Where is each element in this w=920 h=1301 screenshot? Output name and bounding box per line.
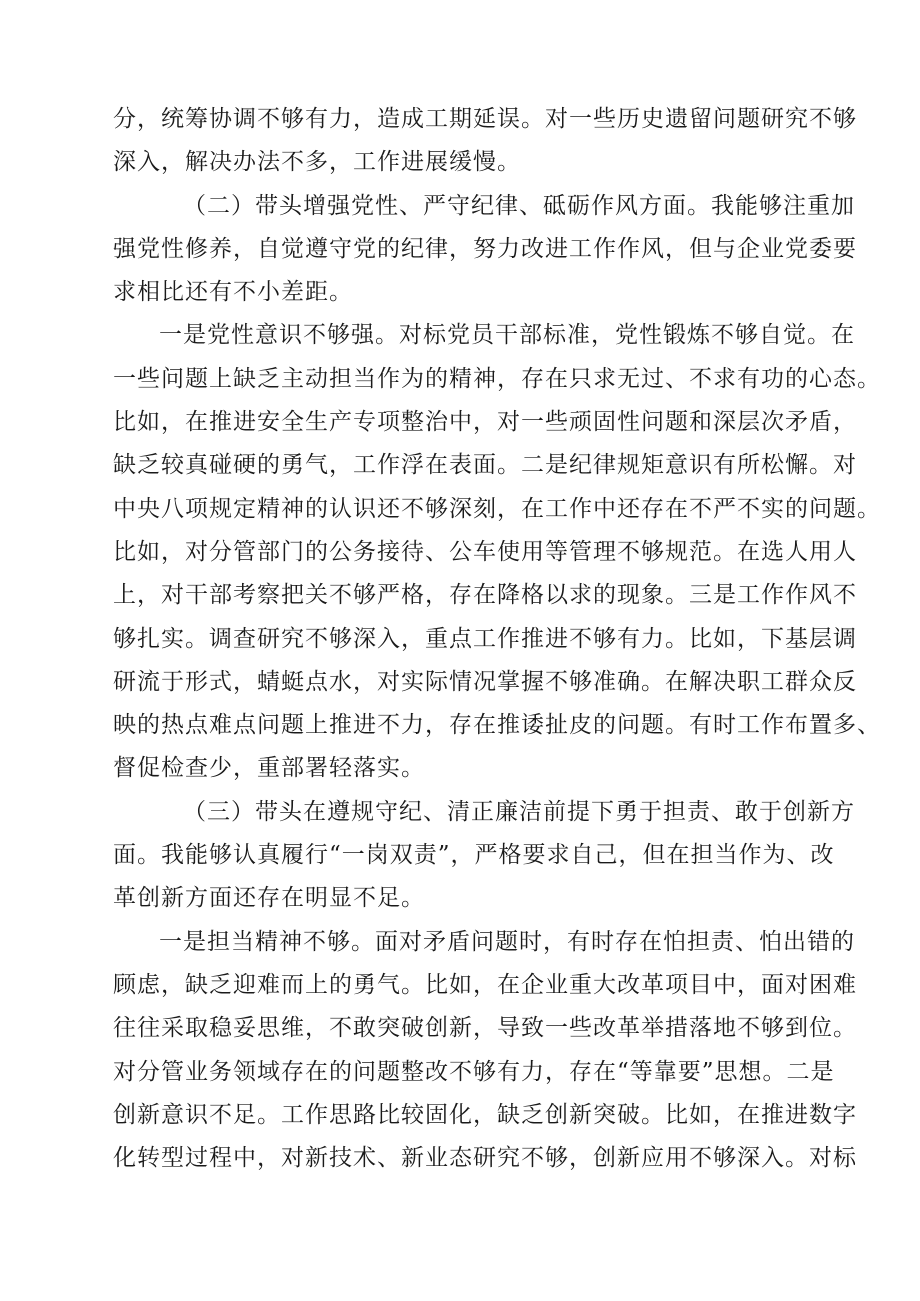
text-line: 映的热点难点问题上推进不力，存在推诿扯皮的问题。有时工作布置多、 [113,712,881,739]
text-line: 创新意识不足。工作思路比较固化，缺乏创新突破。比如，在推进数字 [113,1101,857,1128]
paragraph-first-line: 一是党性意识不够强。对标党员干部标准，党性锻炼不够自觉。在 [159,322,855,349]
section-heading-line: （三）带头在遵规守纪、清正廉洁前提下勇于担责、敢于创新方 [183,798,855,825]
text-line: 面。我能够认真履行“一岗双责”，严格要求自己，但在担当作为、改 [113,842,835,869]
document-body [113,98,881,1180]
text-line: 研流于形式，蜻蜓点水，对实际情况掌握不够准确。在解决职工群众反 [113,668,857,695]
text-line: 求相比还有不小差距。 [113,279,353,306]
text-line: 缺乏较真碰硬的勇气，工作浮在表面。二是纪律规矩意识有所松懈。对 [113,452,857,479]
text-line: 革创新方面还存在明显不足。 [113,885,425,912]
text-line: 分，统筹协调不够有力，造成工期延误。对一些历史遗留问题研究不够 [113,106,857,132]
text-line: 比如，对分管部门的公务接待、公车使用等管理不够规范。在选人用人 [113,538,857,565]
text-line: 往往采取稳妥思维，不敢突破创新，导致一些改革举措落地不够到位。 [113,1015,857,1042]
text-line: 对分管业务领域存在的问题整改不够有力，存在“等靠要”思想。二是 [113,1058,835,1085]
text-line: 顾虑，缺乏迎难而上的勇气。比如，在企业重大改革项目中，面对困难 [113,971,857,998]
text-line: 深入，解决办法不多，工作进展缓慢。 [113,149,521,176]
text-line: 一些问题上缺乏主动担当作为的精神，存在只求无过、不求有功的心态。 [113,365,881,392]
paragraph-first-line: 一是担当精神不够。面对矛盾问题时，有时存在怕担责、怕出错的 [159,928,855,955]
section-heading-line: （二）带头增强党性、严守纪律、砥砺作风方面。我能够注重加 [183,192,855,219]
text-line: 中央八项规定精神的认识还不够深刻，在工作中还存在不严不实的问题。 [113,495,881,522]
text-line: 上，对干部考察把关不够严格，存在降格以求的现象。三是工作作风不 [113,582,857,609]
text-line: 强党性修养，自觉遵守党的纪律，努力改进工作作风，但与企业党委要 [113,235,857,262]
text-line: 比如，在推进安全生产专项整治中，对一些顽固性问题和深层次矛盾， [113,409,857,436]
text-line: 够扎实。调查研究不够深入，重点工作推进不够有力。比如，下基层调 [113,625,857,652]
text-line: 督促检查少，重部署轻落实。 [113,755,425,782]
text-line: 化转型过程中，对新技术、新业态研究不够，创新应用不够深入。对标 [113,1145,857,1172]
